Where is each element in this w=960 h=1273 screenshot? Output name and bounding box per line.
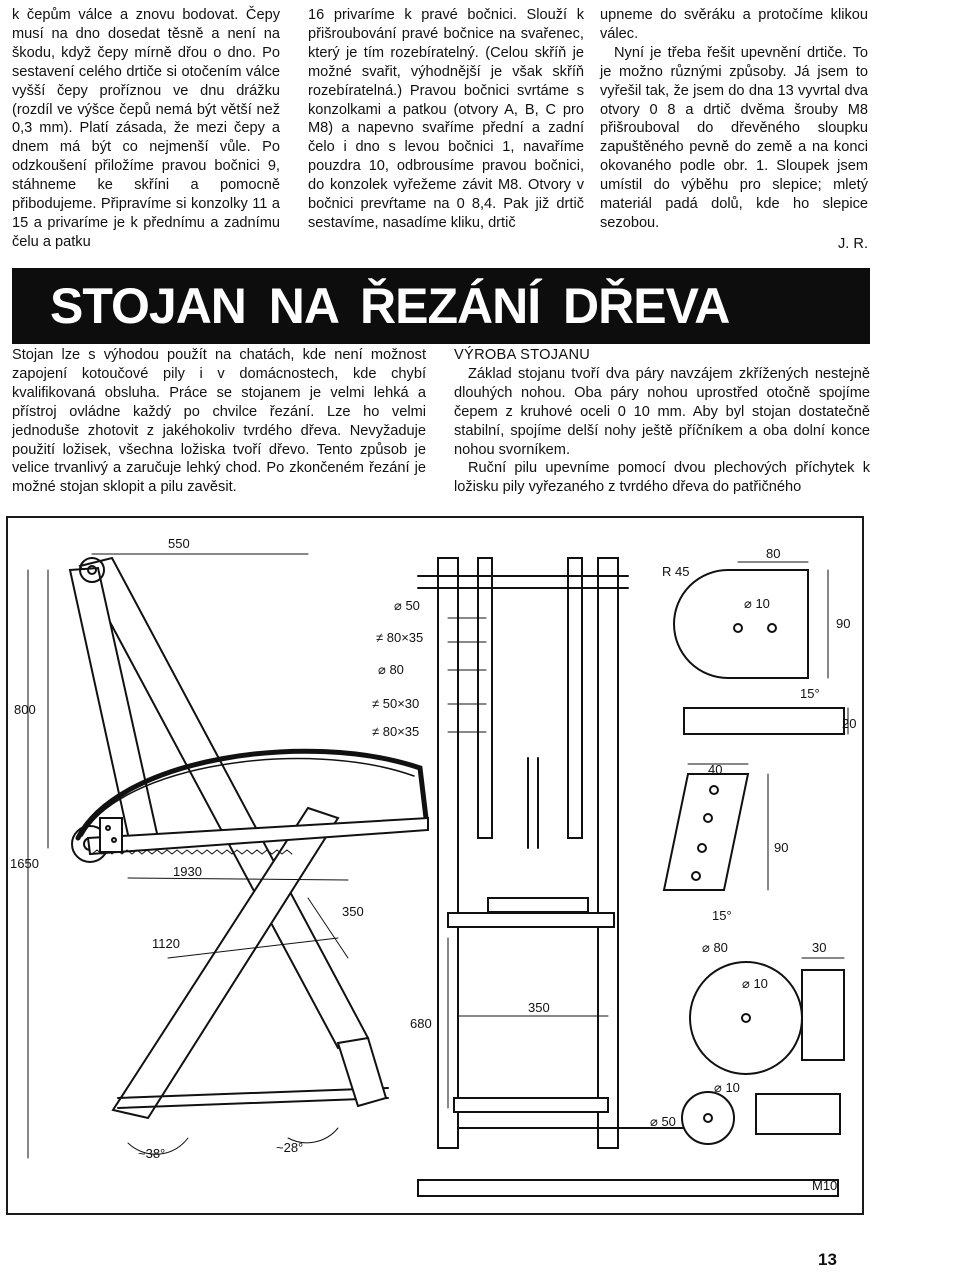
dim-350-left: 350 <box>342 904 364 919</box>
dim-50x30: ≠ 50×30 <box>372 696 420 711</box>
dim-1650: 1650 <box>10 856 39 871</box>
angle-38: ~38° <box>138 1146 166 1161</box>
dim-80x35-bottom: ≠ 80×35 <box>372 724 420 739</box>
stand-side-view <box>28 554 428 1158</box>
production-paragraph-2: Ruční pilu upevníme pomocí dvou plechových příchytek k ložisku pily vyřezaného z tvrdého dřeva do patřičného <box>454 460 870 496</box>
author-signature: J. R. <box>838 235 868 252</box>
dim-350-middle: 350 <box>528 1000 550 1015</box>
dim-20: 20 <box>842 716 857 731</box>
page-number: 13 <box>818 1250 837 1269</box>
dim-550: 550 <box>168 536 190 551</box>
column-1-text: k čepům válce a znovu bodovat. Čepy musí na dno dosedat těsně a není na škodu, když čepy mírně dřou o dno. Po sestavení celého drtiče si otočením válce vyšší čepy proříznou ve dnu drážku (rozdíl ve výšce čepů nemá být větší než 0,3 mm). Platí zásada, že mezi čepy a dnem má být co nejmenší vůle. Po odzkoušení přiložíme pravou bočnici 9, stáhneme ke skříni a pomocně přibodujeme. Připravíme si konzolky 11 a 15 a privaríme je k přednímu a zadnímu čelu a patku <box>12 7 280 250</box>
dim-d80: ⌀ 80 <box>378 662 404 677</box>
column-3-paragraph-1: upneme do svěráku a protočíme klikou válec. <box>600 7 868 42</box>
angle-15-top: 15° <box>800 686 820 701</box>
headline-banner <box>12 268 870 344</box>
dim-680: 680 <box>410 1016 432 1031</box>
dim-d10-bottom: ⌀ 10 <box>714 1080 740 1095</box>
column-2-text: 16 privaríme k pravé bočnici. Slouží k přišroubování pravé bočnice na svařenec, který je tím rozebíratelný. (Celou skříň je možné svařit, výhodnější je však skříň rozebíratelná.) Pravou bočnici svrtáme s konzolkami a patkou (otvory A, B, C pro M8) a napevno svaříme přední a zadní čelo i dno s levou bočnici 1, navaříme pouzdra 10, odbrousíme pravou bočnici, do konzolek vyřežeme závit M8. Otvory v bočnici prevŕtame na 0 8,4. Pak již drtič sestavíme, nasadíme kliku, drtič <box>308 7 584 231</box>
intro-paragraph <box>12 346 426 497</box>
angle-28: ~28° <box>276 1140 304 1155</box>
dim-80: 80 <box>766 546 781 561</box>
technical-drawing <box>8 518 862 1213</box>
technical-drawing-frame <box>6 516 864 1215</box>
article-headline: STOJAN NA ŘEZÁNÍ DŘEVA <box>50 278 730 334</box>
production-subheading: VÝROBA STOJANU <box>454 347 591 363</box>
dim-90-top: 90 <box>836 616 851 631</box>
dim-1930: 1930 <box>173 864 202 879</box>
dim-40: 40 <box>708 762 723 777</box>
dim-800: 800 <box>14 702 36 717</box>
intro-text: Stojan lze s výhodou použít na chatách, kde není možnost zapojení kotoučové pily i v domácnostech, kde chybí kvalifikovaná obsluha. Práce se stojanem je velmi lehká a přístroj ovládne každý po chvilce řezání. Lze ho velmi jednoduše zhotovit z jakéhokoliv tvrdého dřeva. Nevyžaduje použití ložisek, všechna ložiska tvoří dřevo. Tento způsob je velice trvanlivý a zaručuje lehký chod. Po zkončeném řezání je možné stojan sklopit a pilu zavěsit. <box>12 347 426 496</box>
production-paragraph-1: Základ stojanu tvoří dva páry navzájem zkřížených nestejně dlouhých nohou. Oba páry nohou uprostřed otočně spojíme čepem z kruhové oceli 0 10 mm. Aby byl stojan dostatečně stabilní, spojíme delší nohy ještě příčníkem a oba dolní konce nohou svorníkem. <box>454 365 870 458</box>
production-section <box>454 346 870 497</box>
dim-d50-right: ⌀ 50 <box>650 1114 676 1129</box>
dim-m10: M10 <box>812 1178 838 1193</box>
article-column-1 <box>12 6 280 252</box>
dim-d10-top: ⌀ 10 <box>744 596 770 611</box>
dim-80x35-top: ≠ 80×35 <box>376 630 424 645</box>
dim-d10-middle: ⌀ 10 <box>742 976 768 991</box>
dim-30: 30 <box>812 940 827 955</box>
article-column-2 <box>308 6 584 233</box>
angle-15-bottom: 15° <box>712 908 732 923</box>
article-column-3 <box>600 6 868 254</box>
dim-90-middle: 90 <box>774 840 789 855</box>
dim-d50: ⌀ 50 <box>394 598 420 613</box>
dim-r45: R 45 <box>662 564 690 579</box>
dim-1120: 1120 <box>152 936 180 951</box>
column-3-paragraph-2: Nyní je třeba řešit upevnění drtiče. To je možno různými způsoby. Já jsem to vyřešil tak, že jsem do dna 13 vyvrtal dva otvory 0 8 a drtič dvěma šrouby M8 přišrouboval do dřevěného sloupku zapuštěného pevně do země a na konci okovaného podle obr. 1. Sloupek jsem umístil do výběhu pro slepice; mletý materiál padá dolů, kde ho slepice sezobou. <box>600 44 868 231</box>
dim-d80-right: ⌀ 80 <box>702 940 728 955</box>
